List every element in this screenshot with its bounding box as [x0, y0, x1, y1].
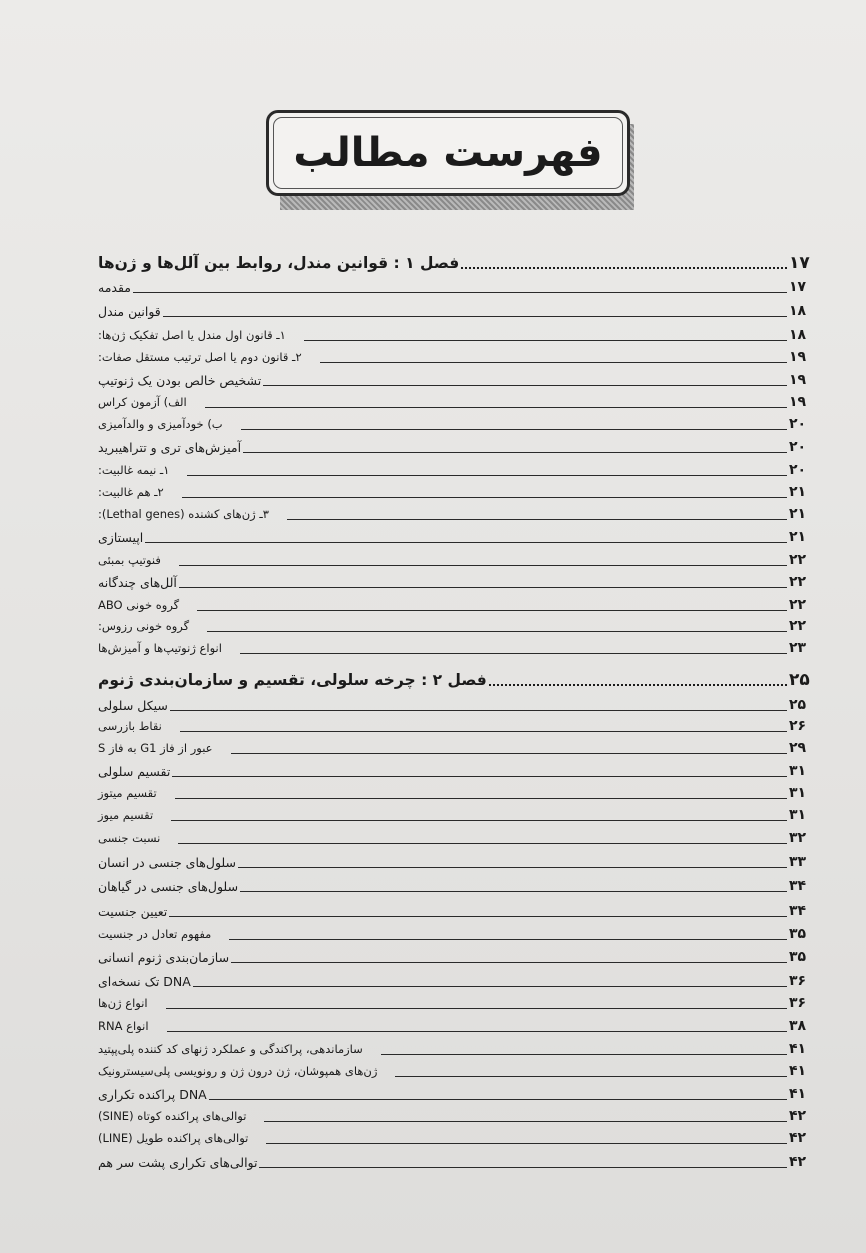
toc-entry-row — [95, 1060, 815, 1082]
toc-entry-row — [95, 413, 815, 435]
toc-leader-line — [231, 753, 787, 754]
toc-entry-row — [95, 369, 815, 391]
toc-page-number: ۲۲ — [789, 618, 807, 634]
toc-leader-line — [266, 1143, 787, 1144]
toc-entry-row — [95, 594, 815, 616]
toc-page-number: ۲۵ — [789, 697, 807, 713]
toc-entry-row — [95, 346, 815, 368]
toc-page-number: ۳۵ — [789, 949, 807, 965]
toc-leader-line — [461, 267, 787, 269]
toc-entry-title: سیکل سلولی — [98, 697, 168, 713]
page-title: فهرست مطالب — [293, 130, 603, 176]
toc-page-number: ۱۸ — [789, 303, 807, 319]
toc-page-number: ۳۶ — [789, 973, 807, 989]
toc-leader-line — [238, 867, 787, 868]
toc-page-number: ۳۱ — [789, 785, 807, 801]
toc-page-number: ۲۲ — [789, 597, 807, 613]
toc-leader-line — [179, 565, 787, 566]
toc-entry-title: اپیستازی — [98, 529, 144, 545]
toc-page-number: ۱۷ — [789, 279, 807, 295]
toc-page-number: ۳۱ — [789, 807, 807, 823]
toc-entry-row — [95, 946, 815, 968]
toc-entry-title: گروه خونی رزوس: — [98, 619, 190, 633]
toc-leader-line — [304, 340, 787, 341]
toc-entry-title: سلول‌های جنسی در انسان — [98, 854, 237, 870]
toc-leader-line — [169, 916, 787, 917]
toc-leader-line — [205, 407, 787, 408]
toc-entry-row — [95, 923, 815, 945]
toc-page-number: ۲۵ — [789, 670, 810, 690]
toc-page-number: ۴۱ — [789, 1041, 807, 1057]
toc-entry-row — [95, 715, 815, 737]
toc-page-number: ۱۸ — [789, 327, 807, 343]
toc-entry-title: تقسیم میوز — [98, 808, 154, 822]
toc-entry-row — [95, 827, 815, 849]
toc-page-number: ۳۸ — [789, 1018, 807, 1034]
toc-entry-title: الف) آزمون کراس — [98, 395, 187, 409]
toc-entry-title: تعیین جنسیت — [98, 903, 168, 919]
toc-entry-title: DNA پراکنده تکراری — [98, 1086, 207, 1102]
toc-leader-line — [231, 962, 787, 963]
toc-page-number: ۲۱ — [789, 506, 807, 522]
toc-entry-title: ژن‌های همپوشان، ژن درون ژن و رونویسی پلی‌سیسترونیک — [98, 1064, 378, 1078]
toc-entry-title: عبور از فاز G1 به فاز S — [98, 741, 213, 755]
toc-entry-row — [95, 1038, 815, 1060]
toc-page-number: ۲۱ — [789, 484, 807, 500]
toc-leader-line — [320, 362, 787, 363]
toc-entry-title: انواع RNA — [98, 1019, 149, 1033]
toc-entry-title: مفهوم تعادل در جنسیت — [98, 927, 212, 941]
toc-entry-row — [95, 615, 815, 637]
toc-page-number: ۲۶ — [789, 718, 807, 734]
toc-entry-title: ب) خودآمیزی و والدآمیزی — [98, 417, 223, 431]
toc-leader-line — [171, 820, 787, 821]
toc-entry-row — [95, 851, 815, 873]
toc-leader-line — [163, 316, 787, 317]
toc-entry-title: ۲ـ هم غالبیت: — [98, 485, 164, 499]
toc-entry-row — [95, 276, 815, 298]
toc-entry-row — [95, 1083, 815, 1105]
toc-leader-line — [197, 610, 787, 611]
toc-page-number: ۴۱ — [789, 1063, 807, 1079]
toc-page-number: ۳۲ — [789, 830, 807, 846]
toc-leader-line — [264, 1121, 787, 1122]
toc-entry-title: DNA تک نسخه‌ای — [98, 973, 191, 989]
toc-entry-row — [95, 875, 815, 897]
toc-leader-line — [175, 798, 787, 799]
toc-entry-title: سازماندهی، پراکندگی و عملکرد ژنهای کد کننده پلی‌پپتید — [98, 1042, 363, 1056]
toc-entry-row — [95, 571, 815, 593]
toc-leader-line — [145, 542, 787, 543]
title-box — [266, 110, 630, 196]
toc-page-number: ۳۵ — [789, 926, 807, 942]
toc-entry-title: تقسیم میتوز — [98, 786, 157, 800]
title-frame — [266, 110, 636, 212]
toc-leader-line — [207, 631, 787, 632]
toc-leader-line — [287, 519, 787, 520]
toc-entry-title: تقسیم سلولی — [98, 763, 171, 779]
toc-page-number: ۱۹ — [789, 349, 807, 365]
toc-page-number: ۴۱ — [789, 1086, 807, 1102]
toc-entry-row — [95, 1151, 815, 1173]
toc-page-number: ۲۰ — [789, 416, 807, 432]
toc-page-number: ۲۲ — [789, 574, 807, 590]
toc-entry-row — [95, 503, 815, 525]
toc-page-number: ۲۹ — [789, 740, 807, 756]
toc-entry-title: قوانین مندل — [98, 303, 161, 319]
toc-page-number: ۲۰ — [789, 439, 807, 455]
toc-entry-title: تشخیص خالص بودن یک ژنوتیپ — [98, 372, 262, 388]
toc-entry-title: آلل‌های چندگانه — [98, 574, 177, 590]
toc-entry-title: ۱ـ نیمه غالبیت: — [98, 463, 170, 477]
toc-page-number: ۴۲ — [789, 1154, 807, 1170]
toc-entry-title: انواع ژن‌ها — [98, 996, 148, 1010]
toc-entry-title: نقاط بازرسی — [98, 719, 162, 733]
toc-entry-row — [95, 760, 815, 782]
toc-page-number: ۳۶ — [789, 995, 807, 1011]
toc-entry-title: انواع ژنوتیپ‌ها و آمیزش‌ها — [98, 641, 222, 655]
toc-entry-row — [95, 1127, 815, 1149]
toc-leader-line — [241, 429, 787, 430]
toc-entry-row — [95, 526, 815, 548]
toc-page-number: ۱۹ — [789, 372, 807, 388]
toc-entry-title: فنوتیپ بمبئی — [98, 553, 161, 567]
toc-leader-line — [229, 939, 787, 940]
toc-entry-row — [95, 1105, 815, 1127]
toc-leader-line — [209, 1099, 787, 1100]
toc-entry-title: سازمان‌بندی ژنوم انسانی — [98, 949, 230, 965]
toc-page-number: ۲۰ — [789, 462, 807, 478]
toc-entry-title: فصل ۱ : قوانین مندل، روابط بین آلل‌ها و ژن‌ها — [98, 254, 460, 272]
toc-entry-row — [95, 300, 815, 322]
toc-entry-row — [95, 459, 815, 481]
toc-entry-row — [95, 900, 815, 922]
toc-leader-line — [243, 452, 787, 453]
toc-leader-line — [381, 1054, 787, 1055]
toc-entry-row — [95, 481, 815, 503]
toc-entry-row — [95, 737, 815, 759]
toc-entry-title: آمیزش‌های تری و تتراهیبرید — [98, 439, 242, 455]
toc-entry-title: نسبت جنسی — [98, 831, 161, 845]
toc-entry-title: توالی‌های تکراری پشت سر هم — [98, 1154, 258, 1170]
toc-entry-row — [95, 549, 815, 571]
toc-leader-line — [263, 385, 787, 386]
toc-page-number: ۱۷ — [789, 253, 810, 273]
toc-leader-line — [395, 1076, 787, 1077]
toc-page-number: ۴۲ — [789, 1130, 807, 1146]
toc-leader-line — [187, 475, 787, 476]
toc-entry-row — [95, 970, 815, 992]
toc-leader-line — [180, 731, 787, 732]
toc-entry-title: ۲ـ قانون دوم یا اصل ترتیب مستقل صفات: — [98, 350, 302, 364]
toc-entry-title: ۳ـ ژن‌های کشنده (Lethal genes): — [98, 507, 269, 521]
toc-leader-line — [179, 587, 787, 588]
toc-entry-row — [95, 1015, 815, 1037]
toc-leader-line — [193, 986, 787, 987]
toc-entry-title: سلول‌های جنسی در گیاهان — [98, 878, 239, 894]
toc-leader-line — [166, 1008, 787, 1009]
toc-entry-title: فصل ۲ : چرخه سلولی، تقسیم و سازمان‌بندی ژنوم — [98, 671, 487, 689]
toc-entry-title: ۱ـ قانون اول مندل یا اصل تفکیک ژن‌ها: — [98, 328, 286, 342]
toc-entry-row — [95, 391, 815, 413]
toc-leader-line — [182, 497, 787, 498]
toc-page-number: ۳۴ — [789, 878, 807, 894]
toc-entry-row — [95, 324, 815, 346]
toc-leader-line — [240, 891, 787, 892]
toc-leader-line — [178, 843, 787, 844]
toc-entry-title: توالی‌های پراکنده طویل (LINE) — [98, 1131, 249, 1145]
toc-leader-line — [240, 653, 787, 654]
toc-leader-line — [259, 1167, 787, 1168]
toc-entry-row — [95, 436, 815, 458]
toc-page-number: ۲۲ — [789, 552, 807, 568]
toc-entry-title: توالی‌های پراکنده کوتاه (SINE) — [98, 1109, 247, 1123]
toc-entry-row — [95, 694, 815, 716]
toc-entry-title: گروه خونی ABO — [98, 598, 180, 612]
toc-page-number: ۳۳ — [789, 854, 807, 870]
toc-page-number: ۲۱ — [789, 529, 807, 545]
toc-page-number: ۴۲ — [789, 1108, 807, 1124]
toc-chapter-row — [95, 669, 815, 691]
toc-page-number: ۳۴ — [789, 903, 807, 919]
toc-entry-title: مقدمه — [98, 279, 131, 295]
toc-leader-line — [170, 710, 787, 711]
toc-page-number: ۲۳ — [789, 640, 807, 656]
toc-leader-line — [167, 1031, 787, 1032]
toc-page-number: ۱۹ — [789, 394, 807, 410]
toc-chapter-row — [95, 252, 815, 274]
toc-entry-row — [95, 992, 815, 1014]
toc-entry-row — [95, 637, 815, 659]
toc-entry-row — [95, 782, 815, 804]
toc-leader-line — [133, 292, 787, 293]
toc-leader-line — [489, 684, 787, 686]
toc-leader-line — [172, 776, 787, 777]
toc-entry-row — [95, 804, 815, 826]
toc-page-number: ۳۱ — [789, 763, 807, 779]
